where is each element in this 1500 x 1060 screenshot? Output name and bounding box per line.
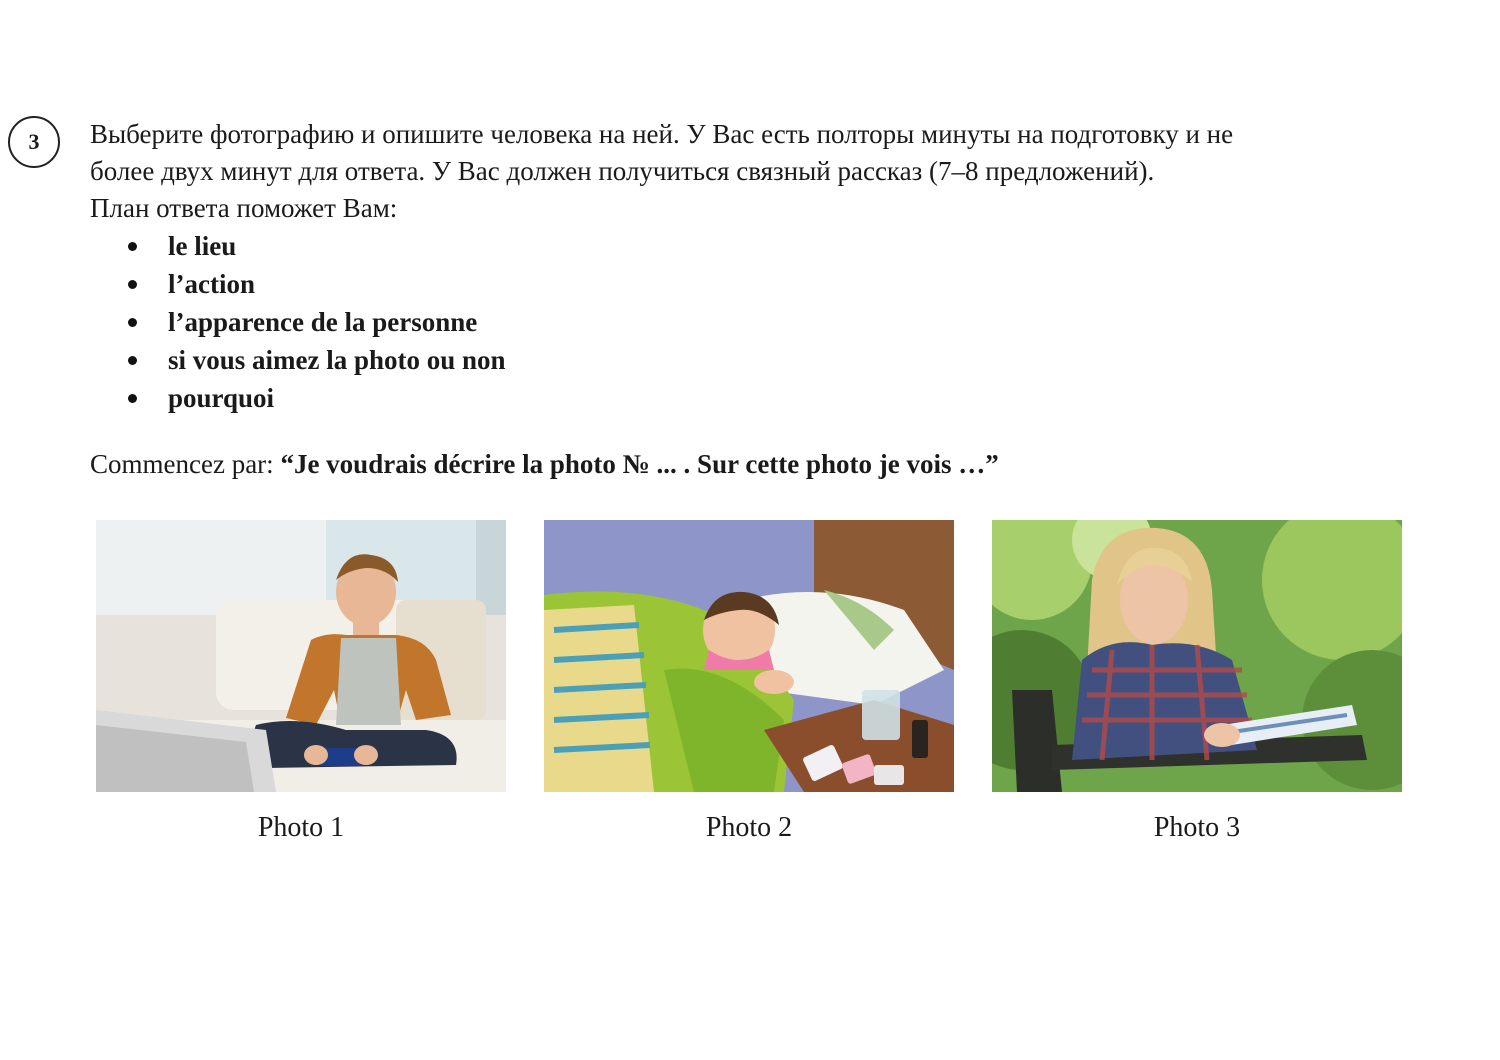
instruction-line-1: Выберите фотографию и опишите человека на ней. У Вас есть полторы минуты на подготовку и не — [90, 119, 1234, 149]
task-number-badge — [8, 116, 60, 168]
plan-item — [128, 227, 506, 265]
instruction-line-2: более двух минут для ответа. У Вас должен получиться связный рассказ (7–8 предложений). — [90, 156, 1155, 186]
photo-3-caption: Photo 3 — [1153, 812, 1241, 843]
plan-item-text: l’action — [168, 269, 255, 299]
task-instruction — [90, 116, 1430, 227]
plan-item-text: le lieu — [168, 231, 237, 261]
bullet-icon — [128, 394, 137, 403]
photo-2-caption: Photo 2 — [705, 812, 793, 843]
plan-item — [128, 341, 506, 379]
plan-item-text: si vous aimez la photo ou non — [168, 345, 506, 375]
plan-item-text: pourquoi — [168, 383, 275, 413]
plan-item-text: l’apparence de la personne — [168, 307, 478, 337]
photo-1-caption: Photo 1 — [257, 812, 345, 843]
photo-3[interactable] — [992, 520, 1402, 792]
task-number: 3 — [28, 129, 40, 154]
woman-reading-magazine-image — [992, 520, 1402, 792]
plan-item — [128, 303, 506, 341]
bullet-icon — [128, 242, 137, 251]
sick-girl-in-bed-image — [544, 520, 954, 792]
start-phrase-line — [90, 449, 999, 480]
start-phrase: “Je voudrais décrire la photo № ... . Sur cette photo je vois …” — [280, 449, 999, 479]
bullet-icon — [128, 280, 137, 289]
bullet-icon — [128, 318, 137, 327]
start-prefix: Commencez par: — [90, 449, 281, 479]
plan-intro: План ответа поможет Вам: — [90, 193, 398, 223]
answer-plan-list — [128, 227, 506, 417]
plan-item — [128, 379, 506, 417]
bullet-icon — [128, 356, 137, 365]
plan-item — [128, 265, 506, 303]
boy-playing-video-game-image — [96, 520, 506, 792]
photo-1[interactable] — [96, 520, 506, 792]
photo-2[interactable] — [544, 520, 954, 792]
